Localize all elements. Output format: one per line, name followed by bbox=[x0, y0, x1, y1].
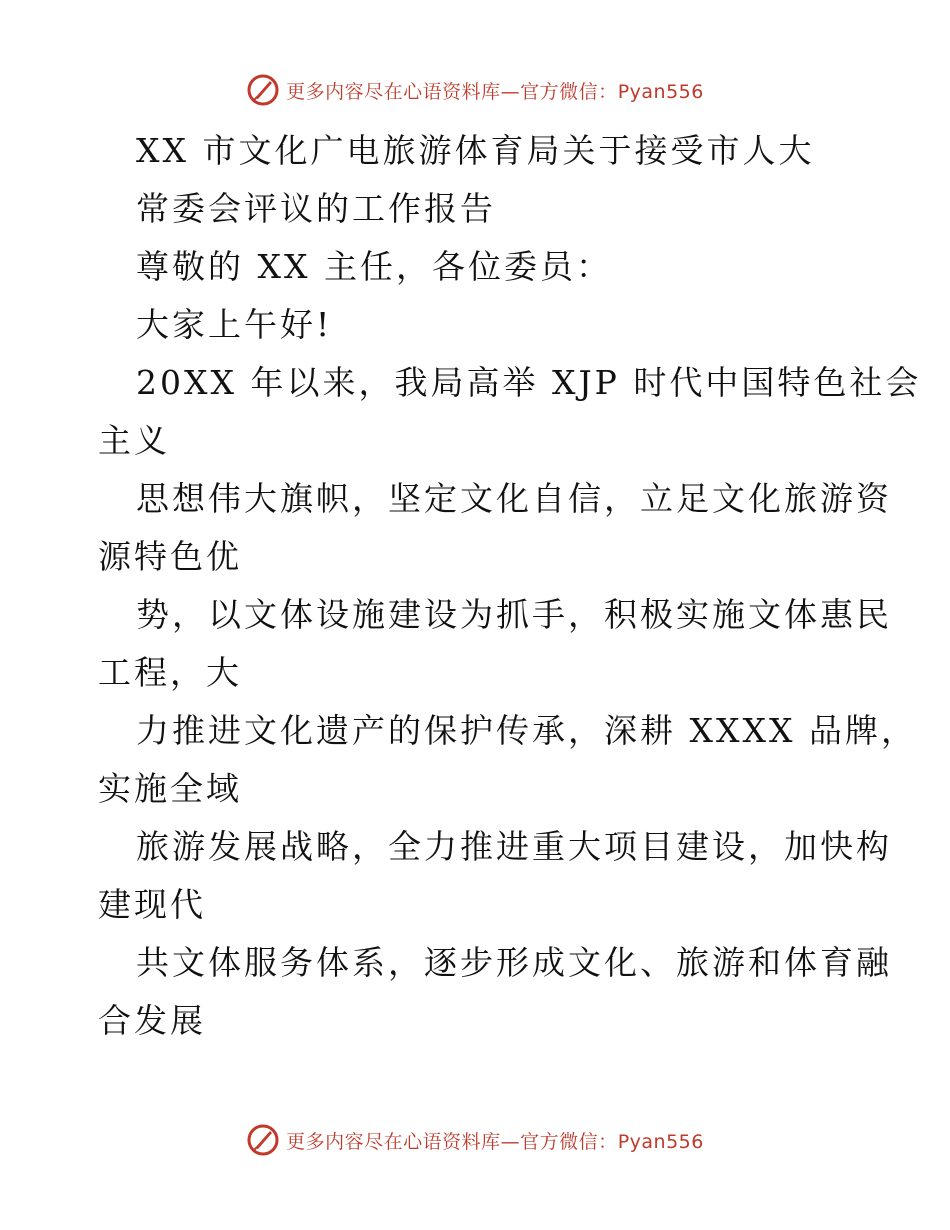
text-line: 主义 bbox=[98, 421, 170, 460]
text-line: 大家上午好! bbox=[136, 305, 333, 344]
watermark-text: 更多内容尽在心语资料库—官方微信：Pyan556 bbox=[286, 1130, 704, 1153]
text-line: 力推进文化遗产的保护传承，深耕 XXXX 品牌， bbox=[136, 711, 917, 750]
text-line: 尊敬的 XX 主任，各位委员： bbox=[136, 247, 612, 286]
quill-logo-icon bbox=[246, 73, 280, 107]
text-line: XX 市文化广电旅游体育局关于接受市人大 bbox=[136, 131, 815, 170]
text-line: 实施全域 bbox=[98, 769, 242, 808]
text-line: 合发展 bbox=[98, 1001, 206, 1040]
text-line: 思想伟大旗帜，坚定文化自信，立足文化旅游资 bbox=[136, 479, 892, 518]
watermark-text: 更多内容尽在心语资料库—官方微信：Pyan556 bbox=[286, 80, 704, 103]
text-line: 建现代 bbox=[98, 885, 206, 924]
text-line: 常委会评议的工作报告 bbox=[136, 189, 496, 228]
header-watermark bbox=[0, 70, 950, 110]
text-line: 势，以文体设施建设为抓手，积极实施文体惠民 bbox=[136, 595, 892, 634]
text-line: 源特色优 bbox=[98, 537, 242, 576]
text-line: 共文体服务体系，逐步形成文化、旅游和体育融 bbox=[136, 943, 892, 982]
document-body bbox=[98, 122, 922, 1050]
text-line: 旅游发展战略，全力推进重大项目建设，加快构 bbox=[136, 827, 892, 866]
quill-logo-icon bbox=[246, 1123, 280, 1157]
text-line: 20XX 年以来，我局高举 XJP 时代中国特色社会 bbox=[136, 363, 922, 402]
text-line: 工程，大 bbox=[98, 653, 242, 692]
footer-watermark bbox=[0, 1120, 950, 1160]
